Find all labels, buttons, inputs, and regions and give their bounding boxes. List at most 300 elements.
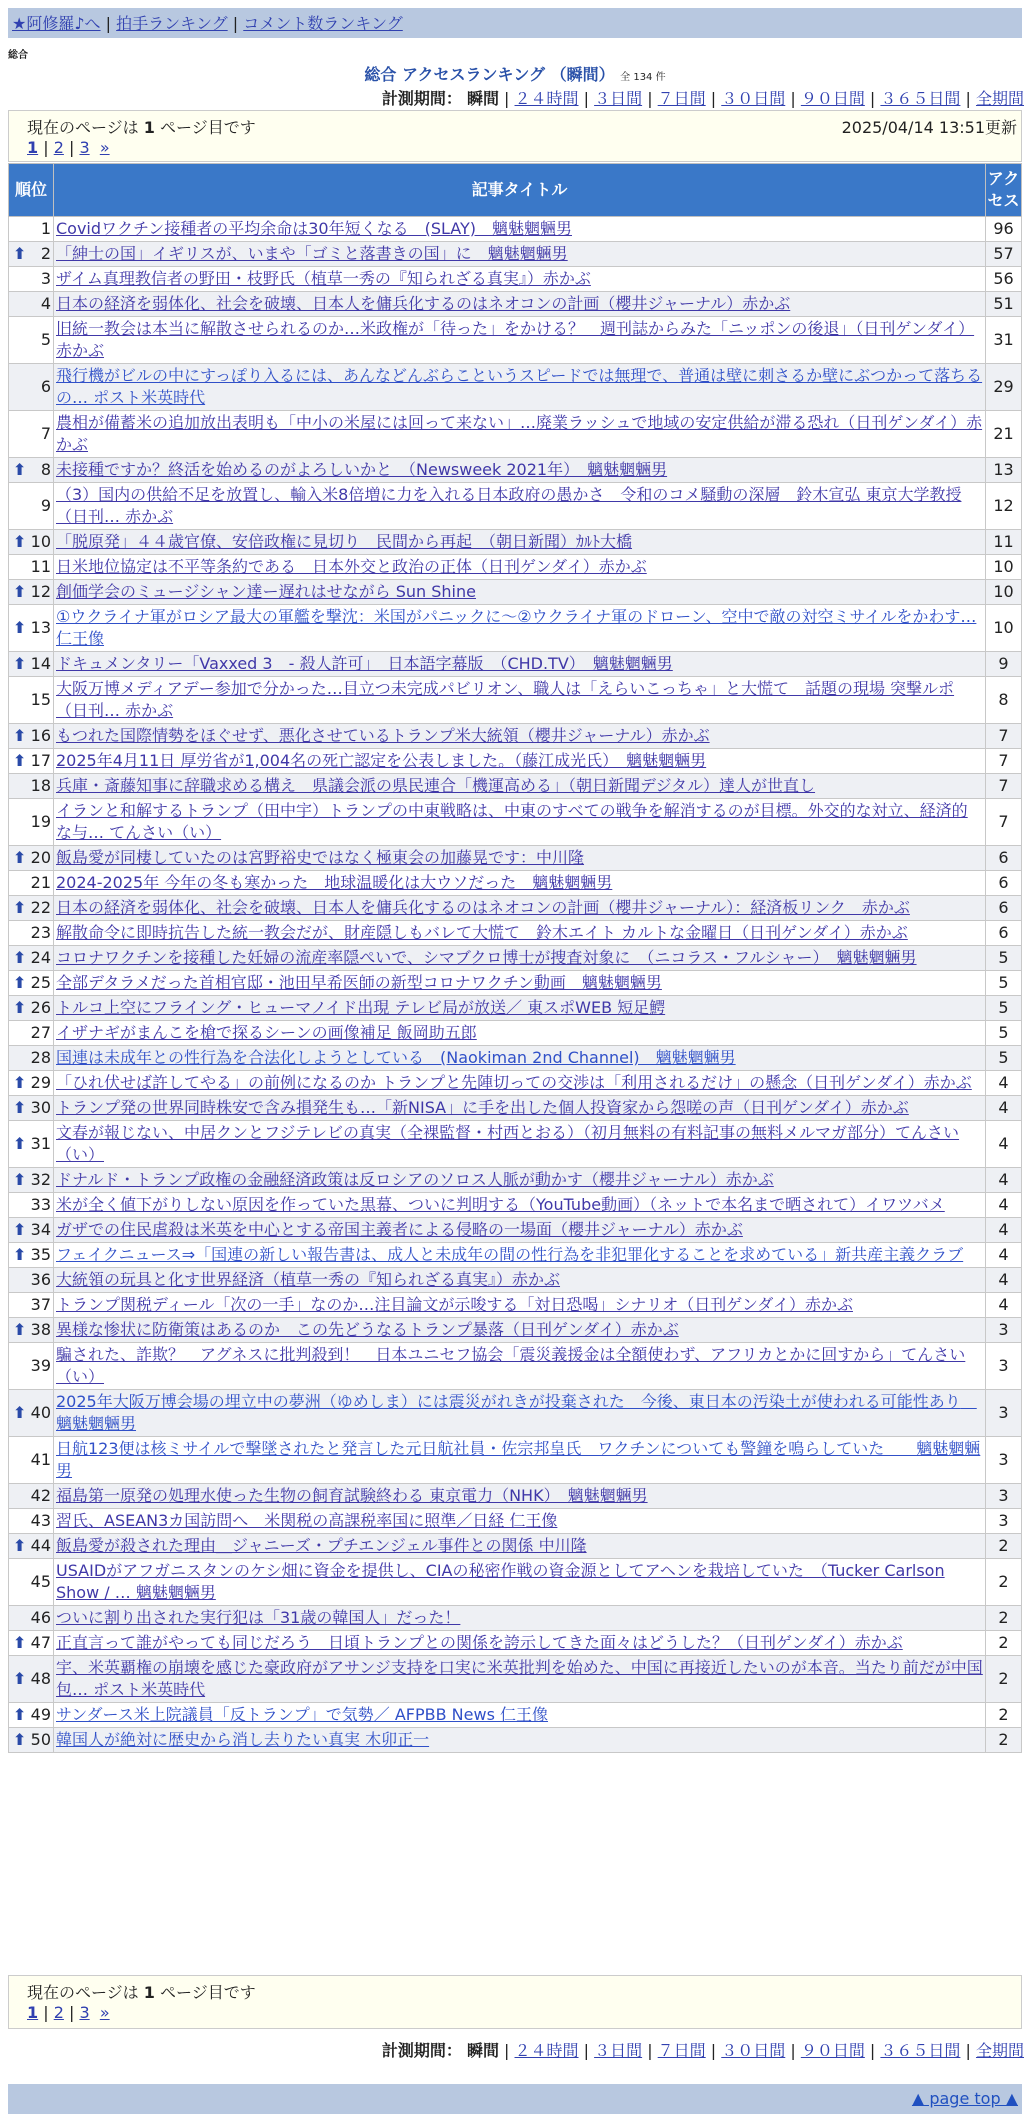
footer-bar	[8, 2084, 1022, 2114]
title-cell	[54, 1268, 986, 1293]
rank-number: 37	[30, 1295, 51, 1314]
title-cell	[54, 555, 986, 580]
rank-up-icon: ⬆	[13, 1730, 27, 1749]
rank-number: 31	[30, 1134, 51, 1153]
article-link[interactable]: サンダース米上院議員「反トランプ」で気勢／ AFPBB News 仁王像	[56, 1705, 549, 1724]
table-row	[9, 1243, 1022, 1268]
rank-number: 26	[30, 998, 51, 1017]
period-7d[interactable]: ７日間	[657, 2041, 706, 2060]
clap-ranking-link[interactable]: 拍手ランキング	[116, 14, 228, 33]
article-link[interactable]: 国連は未成年との性行為を合法化しようとしている (Naokiman 2nd Channel) 魑魅魍魎男	[56, 1048, 736, 1067]
rank-cell	[9, 1021, 54, 1046]
period-selector-top: 計測期間： 瞬間 | ２４時間 | ３日間 | ７日間 | ３０日間 | ９０日間 | ３６５日間 | 全期間	[381, 89, 1024, 108]
access-count: 3	[986, 1318, 1022, 1343]
article-link[interactable]: 全部デタラメだった首相官邸・池田早希医師の新型コロナワクチン動画 魑魅魍魎男	[56, 973, 662, 992]
period-3d[interactable]: ３日間	[594, 2041, 643, 2060]
title-cell	[54, 1631, 986, 1656]
table-row	[9, 605, 1022, 652]
title-cell	[54, 724, 986, 749]
rank-number: 2	[40, 244, 51, 263]
home-link[interactable]: ★阿修羅♪へ	[12, 14, 101, 33]
rank-cell	[9, 749, 54, 774]
access-count: 3	[986, 1509, 1022, 1534]
title-cell	[54, 1318, 986, 1343]
rank-number: 27	[30, 1023, 51, 1042]
rank-number: 17	[30, 751, 51, 770]
table-row	[9, 896, 1022, 921]
table-row	[9, 292, 1022, 317]
period-24h[interactable]: ２４時間	[514, 2041, 579, 2060]
access-count: 12	[986, 483, 1022, 530]
access-count: 6	[986, 896, 1022, 921]
rank-cell	[9, 799, 54, 846]
table-row	[9, 1606, 1022, 1631]
title-cell	[54, 896, 986, 921]
rank-number: 25	[30, 973, 51, 992]
title-cell	[54, 1071, 986, 1096]
rank-cell	[9, 1343, 54, 1390]
title-cell	[54, 799, 986, 846]
access-count: 2	[986, 1728, 1022, 1753]
title-cell	[54, 1437, 986, 1484]
table-row	[9, 652, 1022, 677]
article-link[interactable]: 宇、米英覇権の崩壊を感じた豪政府がアサンジ支持を口実に米英批判を始めた、中国に再接近したいのが本音。当たり前だが中国包… ポスト米英時代	[56, 1658, 983, 1699]
title-cell	[54, 483, 986, 530]
table-row	[9, 1484, 1022, 1509]
title-cell	[54, 1559, 986, 1606]
rank-up-icon: ⬆	[13, 848, 27, 867]
article-link[interactable]: トルコ上空にフライング・ヒューマノイド出現 テレビ局が放送／ 東スポWEB 短足鰐	[56, 998, 666, 1017]
table-row	[9, 1168, 1022, 1193]
table-row	[9, 1728, 1022, 1753]
access-count: 2	[986, 1703, 1022, 1728]
article-link[interactable]: 旧統一教会は本当に解散させられるのか…米政権が「待った」をかける？ 週刊誌からみた「ニッポンの後退」（日刊ゲンダイ）赤かぶ	[56, 319, 975, 360]
access-count: 4	[986, 1121, 1022, 1168]
rank-cell	[9, 1437, 54, 1484]
access-count: 3	[986, 1484, 1022, 1509]
ranking-body	[9, 217, 1022, 1753]
article-link[interactable]: 騙された、詐欺？ アグネスに批判殺到！ 日本ユニセフ協会「震災義援金は全額使わず、アフリカとかに回すから」てんさい（い）	[56, 1345, 966, 1386]
rank-cell	[9, 1168, 54, 1193]
rank-number: 9	[40, 496, 51, 515]
article-link[interactable]: 日航123便は核ミサイルで撃墜されたと発言した元日航社員・佐宗邦皇氏 ワクチンについても警鐘を鳴らしていた 魑魅魍魎男	[56, 1439, 981, 1480]
rank-number: 33	[30, 1195, 51, 1214]
title-cell	[54, 1168, 986, 1193]
access-count: 2	[986, 1559, 1022, 1606]
article-link[interactable]: コロナワクチンを接種した妊婦の流産率隠ぺいで、シマブクロ博士が捜査対象に （ニコラス・フルシャー） 魑魅魍魎男	[56, 948, 917, 967]
period-365d[interactable]: ３６５日間	[880, 89, 961, 108]
access-count: 2	[986, 1656, 1022, 1703]
page-prefix: 現在のページは	[27, 1983, 139, 2002]
article-link[interactable]: ドナルド・トランプ政権の金融経済政策は反ロシアのソロス人脈が動かす（櫻井ジャーナル）赤かぶ	[56, 1170, 774, 1189]
article-link[interactable]: 飯島愛が同棲していたのは宮野裕史ではなく極東会の加藤晃です：中川隆	[56, 848, 585, 867]
article-link[interactable]: トランプ関税ディール「次の一手」なのか…注目論文が示唆する「対日恐喝」シナリオ（日刊ゲンダイ）赤かぶ	[56, 1295, 853, 1314]
article-link[interactable]: 2025年大阪万博会場の埋立中の夢洲（ゆめしま）には震災がれきが投棄された 今後、東日本の汚染土が使われる可能性あり 魑魅魍魎男	[56, 1392, 977, 1433]
table-row	[9, 530, 1022, 555]
title-cell	[54, 1193, 986, 1218]
article-link[interactable]: ガザでの住民虐殺は米英を中心とする帝国主義者による侵略の一場面（櫻井ジャーナル）赤かぶ	[56, 1220, 743, 1239]
access-count: 10	[986, 580, 1022, 605]
rank-cell	[9, 871, 54, 896]
rank-up-icon: ⬆	[13, 1536, 27, 1555]
title-cell	[54, 652, 986, 677]
access-count: 3	[986, 1390, 1022, 1437]
rank-number: 28	[30, 1048, 51, 1067]
title-cell	[54, 364, 986, 411]
breadcrumb: 総合	[8, 50, 28, 61]
rank-up-icon: ⬆	[13, 1134, 27, 1153]
rank-number: 6	[40, 377, 51, 396]
table-row	[9, 1046, 1022, 1071]
table-row	[9, 724, 1022, 749]
rank-cell	[9, 677, 54, 724]
title-cell	[54, 1390, 986, 1437]
title-cell	[54, 1703, 986, 1728]
title-cell	[54, 242, 986, 267]
rank-cell	[9, 1218, 54, 1243]
table-row	[9, 411, 1022, 458]
pager-bottom: 1 | 2 | 3 »	[27, 2003, 110, 2022]
rank-number: 18	[30, 776, 51, 795]
access-count: 4	[986, 1268, 1022, 1293]
table-row	[9, 1437, 1022, 1484]
table-row	[9, 1071, 1022, 1096]
period-90d[interactable]: ９０日間	[800, 89, 865, 108]
article-link[interactable]: Covidワクチン接種者の平均余命は30年短くなる (SLAY) 魑魅魍魎男	[56, 219, 572, 238]
article-link[interactable]: 大統領の玩具と化す世界経済（植草一秀の『知られざる真実』）赤かぶ	[56, 1270, 561, 1289]
access-count: 29	[986, 364, 1022, 411]
access-count: 5	[986, 971, 1022, 996]
rank-number: 22	[30, 898, 51, 917]
rank-up-icon: ⬆	[13, 751, 27, 770]
rank-cell	[9, 1728, 54, 1753]
page-title-text: 総合 アクセスランキング （瞬間）	[364, 65, 615, 84]
updated-timestamp: 2025/04/14 13:51更新	[841, 118, 1017, 137]
rank-number: 4	[40, 294, 51, 313]
page-prefix: 現在のページは	[27, 118, 139, 137]
table-row	[9, 871, 1022, 896]
table-row	[9, 1021, 1022, 1046]
rank-number: 36	[30, 1270, 51, 1289]
rank-cell	[9, 946, 54, 971]
title-cell	[54, 996, 986, 1021]
rank-number: 34	[30, 1220, 51, 1239]
article-link[interactable]: 正直言って誰がやっても同じだろう 日頃トランプとの関係を誇示してきた面々はどうした？（日刊ゲンダイ）赤かぶ	[56, 1633, 903, 1652]
table-row	[9, 1193, 1022, 1218]
rank-number: 42	[30, 1486, 51, 1505]
article-link[interactable]: 異様な惨状に防衛策はあるのか この先どうなるトランプ暴落（日刊ゲンダイ）赤かぶ	[56, 1320, 679, 1339]
rank-header: 順位	[9, 164, 54, 217]
top-nav	[8, 8, 1022, 38]
article-link[interactable]: （3）国内の供給不足を放置し、輸入米8倍増に力を入れる日本政府の愚かさ 令和のコメ騒動の深層 鈴木宣弘 東京大学教授（日刊… 赤かぶ	[56, 485, 962, 526]
table-row	[9, 1293, 1022, 1318]
access-count: 5	[986, 1021, 1022, 1046]
period-all[interactable]: 全期間	[975, 2041, 1024, 2060]
page-info-bottom	[8, 1975, 1022, 2029]
article-link[interactable]: 「脱原発」４４歳官僚、安倍政権に見切り 民間から再起 （朝日新聞）ｶﾙﾄ大橋	[56, 532, 633, 551]
rank-cell	[9, 317, 54, 364]
article-link[interactable]: イザナギがまんこを槍で探るシーンの画像補足 飯岡助五郎	[56, 1023, 477, 1042]
current-page-text	[27, 1980, 256, 2003]
rank-cell	[9, 971, 54, 996]
rank-up-icon: ⬆	[13, 948, 27, 967]
access-count: 3	[986, 1343, 1022, 1390]
access-count: 2	[986, 1606, 1022, 1631]
title-cell	[54, 846, 986, 871]
table-row	[9, 921, 1022, 946]
title-cell	[54, 217, 986, 242]
rank-up-icon: ⬆	[13, 1073, 27, 1092]
title-cell	[54, 1293, 986, 1318]
access-count: 5	[986, 1046, 1022, 1071]
rank-cell	[9, 292, 54, 317]
title-cell	[54, 458, 986, 483]
title-cell	[54, 871, 986, 896]
table-row	[9, 1703, 1022, 1728]
period-all[interactable]: 全期間	[975, 89, 1024, 108]
article-link[interactable]: 米が全く値下がりしない原因を作っていた黒幕、ついに判明する（YouTube動画）（ネットで本名まで晒されて）イワツバメ	[56, 1195, 945, 1214]
article-link[interactable]: 兵庫・斎藤知事に辞職求める構え 県議会派の県民連合「機運高める」（朝日新聞デジタル）達人が世直し	[56, 776, 816, 795]
title-cell	[54, 292, 986, 317]
article-link[interactable]: 大阪万博メディアデー参加で分かった…目立つ未完成パビリオン、職人は「えらいこっちゃ」と大慌て 話題の現場 突撃ルポ（日刊… 赤かぶ	[56, 679, 955, 720]
table-row	[9, 364, 1022, 411]
rank-number: 20	[30, 848, 51, 867]
article-link[interactable]: 2024-2025年 今年の冬も寒かった 地球温暖化は大ウソだった 魑魅魍魎男	[56, 873, 613, 892]
access-count: 96	[986, 217, 1022, 242]
article-link[interactable]: 日本の経済を弱体化、社会を破壊、日本人を傭兵化するのはネオコンの計画（櫻井ジャーナル）：経済板リンク 赤かぶ	[56, 898, 910, 917]
table-row	[9, 946, 1022, 971]
access-count: 7	[986, 774, 1022, 799]
rank-cell	[9, 605, 54, 652]
access-header: アクセス	[986, 164, 1022, 217]
article-link[interactable]: 「紳士の国」イギリスが、いまや「ゴミと落書きの国」に 魑魅魍魎男	[56, 244, 568, 263]
nav-separator: |	[105, 14, 117, 33]
rank-number: 40	[30, 1403, 51, 1422]
title-cell	[54, 971, 986, 996]
title-cell	[54, 1656, 986, 1703]
pager-page-3[interactable]: 3	[79, 138, 90, 157]
article-link[interactable]: USAIDがアフガニスタンのケシ畑に資金を提供し、CIAの秘密作戦の資金源としてアヘンを栽培していた （Tucker Carlson Show / … 魑魅魍魎男	[56, 1561, 945, 1602]
access-count: 31	[986, 317, 1022, 364]
article-link[interactable]: 農相が備蓄米の追加放出表明も「中小の米屋には回って来ない」…廃業ラッシュで地域の安定供給が滞る恐れ（日刊ゲンダイ）赤かぶ	[56, 413, 983, 454]
rank-number: 1	[40, 219, 51, 238]
article-link[interactable]: 2025年4月11日 厚労省が1,004名の死亡認定を公表しました。（藤江成光氏） 魑魅魍魎男	[56, 751, 707, 770]
rank-up-icon: ⬆	[13, 244, 27, 263]
table-row	[9, 677, 1022, 724]
access-count: 7	[986, 724, 1022, 749]
rank-cell	[9, 555, 54, 580]
rank-number: 35	[30, 1245, 51, 1264]
title-cell	[54, 1096, 986, 1121]
article-link[interactable]: イランと和解するトランプ（田中宇）トランプの中東戦略は、中東のすべての戦争を解消するのが目標。外交的な対立、経済的な与… てんさい（い）	[56, 801, 968, 842]
pager-next[interactable]: »	[99, 2003, 110, 2022]
access-count: 4	[986, 1293, 1022, 1318]
rank-number: 41	[30, 1450, 51, 1469]
title-cell	[54, 1343, 986, 1390]
title-cell	[54, 1121, 986, 1168]
pager-top: 1 | 2 | 3 »	[27, 138, 110, 157]
table-row	[9, 483, 1022, 530]
title-cell	[54, 921, 986, 946]
access-count: 4	[986, 1096, 1022, 1121]
table-row	[9, 1218, 1022, 1243]
rank-number: 19	[30, 812, 51, 831]
title-cell	[54, 530, 986, 555]
rank-cell	[9, 1096, 54, 1121]
period-30d[interactable]: ３０日間	[721, 2041, 786, 2060]
period-label: 計測期間：	[381, 2041, 462, 2060]
rank-cell	[9, 1390, 54, 1437]
rank-cell	[9, 1703, 54, 1728]
access-count: 9	[986, 652, 1022, 677]
period-90d[interactable]: ９０日間	[800, 2041, 865, 2060]
article-link[interactable]: 習氏、ASEAN3カ国訪問へ 米関税の高課税率国に照準／日経 仁王像	[56, 1511, 558, 1530]
article-link[interactable]: 解散命令に即時抗告した統一教会だが、財産隠しもバレて大慌て 鈴木エイト カルトな金曜日（日刊ゲンダイ）赤かぶ	[56, 923, 908, 942]
article-link[interactable]: ①ウクライナ軍がロシア最大の軍艦を撃沈：米国がパニックに～②ウクライナ軍のドローン、空中で敵の対空ミサイルをかわす… 仁王像	[56, 607, 977, 648]
article-link[interactable]: 福島第一原発の処理水使った生物の飼育試験終わる 東京電力（NHK） 魑魅魍魎男	[56, 1486, 648, 1505]
article-link[interactable]: 飯島愛が殺された理由＿ジャニーズ・プチエンジェル事件との関係 中川隆	[56, 1536, 587, 1555]
rank-number: 30	[30, 1098, 51, 1117]
rank-number: 47	[30, 1633, 51, 1652]
current-page-text	[27, 115, 256, 138]
article-link[interactable]: 日本の経済を弱体化、社会を破壊、日本人を傭兵化するのはネオコンの計画（櫻井ジャーナル）赤かぶ	[56, 294, 791, 313]
comment-ranking-link[interactable]: コメント数ランキング	[243, 14, 403, 33]
rank-up-icon: ⬆	[13, 1669, 27, 1688]
rank-cell	[9, 1046, 54, 1071]
rank-number: 38	[30, 1320, 51, 1339]
rank-number: 43	[30, 1511, 51, 1530]
rank-cell	[9, 1509, 54, 1534]
article-link[interactable]: ドキュメンタリー「Vaxxed 3 - 殺人許可」 日本語字幕版 （CHD.TV） 魑魅魍魎男	[56, 654, 673, 673]
rank-cell	[9, 921, 54, 946]
table-row	[9, 799, 1022, 846]
table-row	[9, 1631, 1022, 1656]
rank-number: 48	[30, 1669, 51, 1688]
table-row	[9, 971, 1022, 996]
rank-number: 23	[30, 923, 51, 942]
article-link[interactable]: ザイム真理教信者の野田・枝野氏（植草一秀の『知られざる真実』）赤かぶ	[56, 269, 591, 288]
rank-cell	[9, 217, 54, 242]
rank-cell	[9, 458, 54, 483]
page-info-top	[8, 110, 1022, 162]
title-cell	[54, 1046, 986, 1071]
rank-cell	[9, 1071, 54, 1096]
title-cell	[54, 774, 986, 799]
rank-cell	[9, 1243, 54, 1268]
rank-number: 44	[30, 1536, 51, 1555]
rank-number: 24	[30, 948, 51, 967]
article-link[interactable]: 飛行機がビルの中にすっぽり入るには、あんなどんぶらこというスピードでは無理で、普通は壁に刺さるか壁にぶつかって落ちるの… ポスト米英時代	[56, 366, 983, 407]
access-count: 5	[986, 996, 1022, 1021]
rank-cell	[9, 774, 54, 799]
access-count: 6	[986, 871, 1022, 896]
article-link[interactable]: 日米地位協定は不平等条約である 日本外交と政治の正体（日刊ゲンダイ）赤かぶ	[56, 557, 647, 576]
article-link[interactable]: 創価学会のミュージシャン達ー遅れはせながら Sun Shine	[56, 582, 476, 601]
page-title	[0, 62, 1030, 85]
pager-page-1[interactable]: 1	[27, 2003, 39, 2022]
title-cell	[54, 749, 986, 774]
rank-cell	[9, 996, 54, 1021]
rank-number: 21	[30, 873, 51, 892]
article-link[interactable]: 韓国人が絶対に歴史から消し去りたい真実 木卯正一	[56, 1730, 430, 1749]
rank-up-icon: ⬆	[13, 582, 27, 601]
pager-page-2[interactable]: 2	[53, 2003, 64, 2022]
pager-page-3[interactable]: 3	[79, 2003, 90, 2022]
pager-page-1[interactable]: 1	[27, 138, 39, 157]
rank-up-icon: ⬆	[13, 1320, 27, 1339]
table-row	[9, 1559, 1022, 1606]
title-cell	[54, 946, 986, 971]
rank-number: 14	[30, 654, 51, 673]
article-link[interactable]: もつれた国際情勢をほぐせず、悪化させているトランプ米大統領（櫻井ジャーナル）赤かぶ	[56, 726, 710, 745]
article-link[interactable]: トランプ発の世界同時株安で含み損発生も…「新NISA」に手を出した個人投資家から怨嗟の声（日刊ゲンダイ）赤かぶ	[56, 1098, 909, 1117]
pager-next[interactable]: »	[99, 138, 110, 157]
rank-cell	[9, 364, 54, 411]
article-link[interactable]: フェイクニュース⇒「国連の新しい報告書は、成人と未成年の間の性行為を非犯罪化することを求めている」新共産主義クラブ	[56, 1245, 964, 1264]
rank-cell	[9, 652, 54, 677]
table-row	[9, 458, 1022, 483]
rank-up-icon: ⬆	[13, 532, 27, 551]
rank-cell	[9, 724, 54, 749]
rank-cell	[9, 483, 54, 530]
item-count: 全 134 件	[620, 72, 666, 83]
table-row	[9, 317, 1022, 364]
rank-number: 3	[40, 269, 51, 288]
period-365d[interactable]: ３６５日間	[880, 2041, 961, 2060]
title-cell	[54, 605, 986, 652]
access-count: 21	[986, 411, 1022, 458]
rank-number: 15	[30, 690, 51, 709]
rank-cell	[9, 1559, 54, 1606]
period-7d[interactable]: ７日間	[657, 89, 706, 108]
access-count: 4	[986, 1243, 1022, 1268]
rank-number: 46	[30, 1608, 51, 1627]
rank-cell	[9, 846, 54, 871]
article-link[interactable]: 「ひれ伏せば許してやる」の前例になるのか トランプと先陣切っての交渉は「利用されるだけ」の懸念（日刊ゲンダイ）赤かぶ	[56, 1073, 972, 1092]
page-suffix: ページ目です	[160, 1983, 256, 2002]
access-count: 6	[986, 921, 1022, 946]
access-count: 7	[986, 749, 1022, 774]
rank-up-icon: ⬆	[13, 1403, 27, 1422]
page-top-link[interactable]: ▲ page top ▲	[911, 2089, 1018, 2108]
rank-number: 45	[30, 1572, 51, 1591]
rank-number: 13	[30, 618, 51, 637]
period-3d[interactable]: ３日間	[594, 89, 643, 108]
period-30d[interactable]: ３０日間	[721, 89, 786, 108]
table-row	[9, 774, 1022, 799]
rank-cell	[9, 1484, 54, 1509]
pager-page-2[interactable]: 2	[53, 138, 64, 157]
rank-cell	[9, 1293, 54, 1318]
article-link[interactable]: 文春が報じない、中居クンとフジテレビの真実（全裸監督・村西とおる）（初月無料の有料記事の無料メルマガ部分）てんさい（い）	[56, 1123, 960, 1164]
rank-number: 16	[30, 726, 51, 745]
table-row	[9, 1390, 1022, 1437]
period-24h[interactable]: ２４時間	[514, 89, 579, 108]
title-cell	[54, 1243, 986, 1268]
article-link[interactable]: 未接種ですか？終活を始めるのがよろしいかと （Newsweek 2021年） 魑魅魍魎男	[56, 460, 668, 479]
article-link[interactable]: ついに割り出された実行犯は「31歳の韓国人」だった！	[56, 1608, 461, 1627]
title-cell	[54, 411, 986, 458]
access-count: 7	[986, 799, 1022, 846]
rank-cell	[9, 580, 54, 605]
rank-up-icon: ⬆	[13, 726, 27, 745]
access-count: 56	[986, 267, 1022, 292]
rank-number: 5	[40, 330, 51, 349]
title-cell	[54, 317, 986, 364]
table-header-row	[9, 164, 1022, 217]
table-row	[9, 1509, 1022, 1534]
rank-cell	[9, 896, 54, 921]
